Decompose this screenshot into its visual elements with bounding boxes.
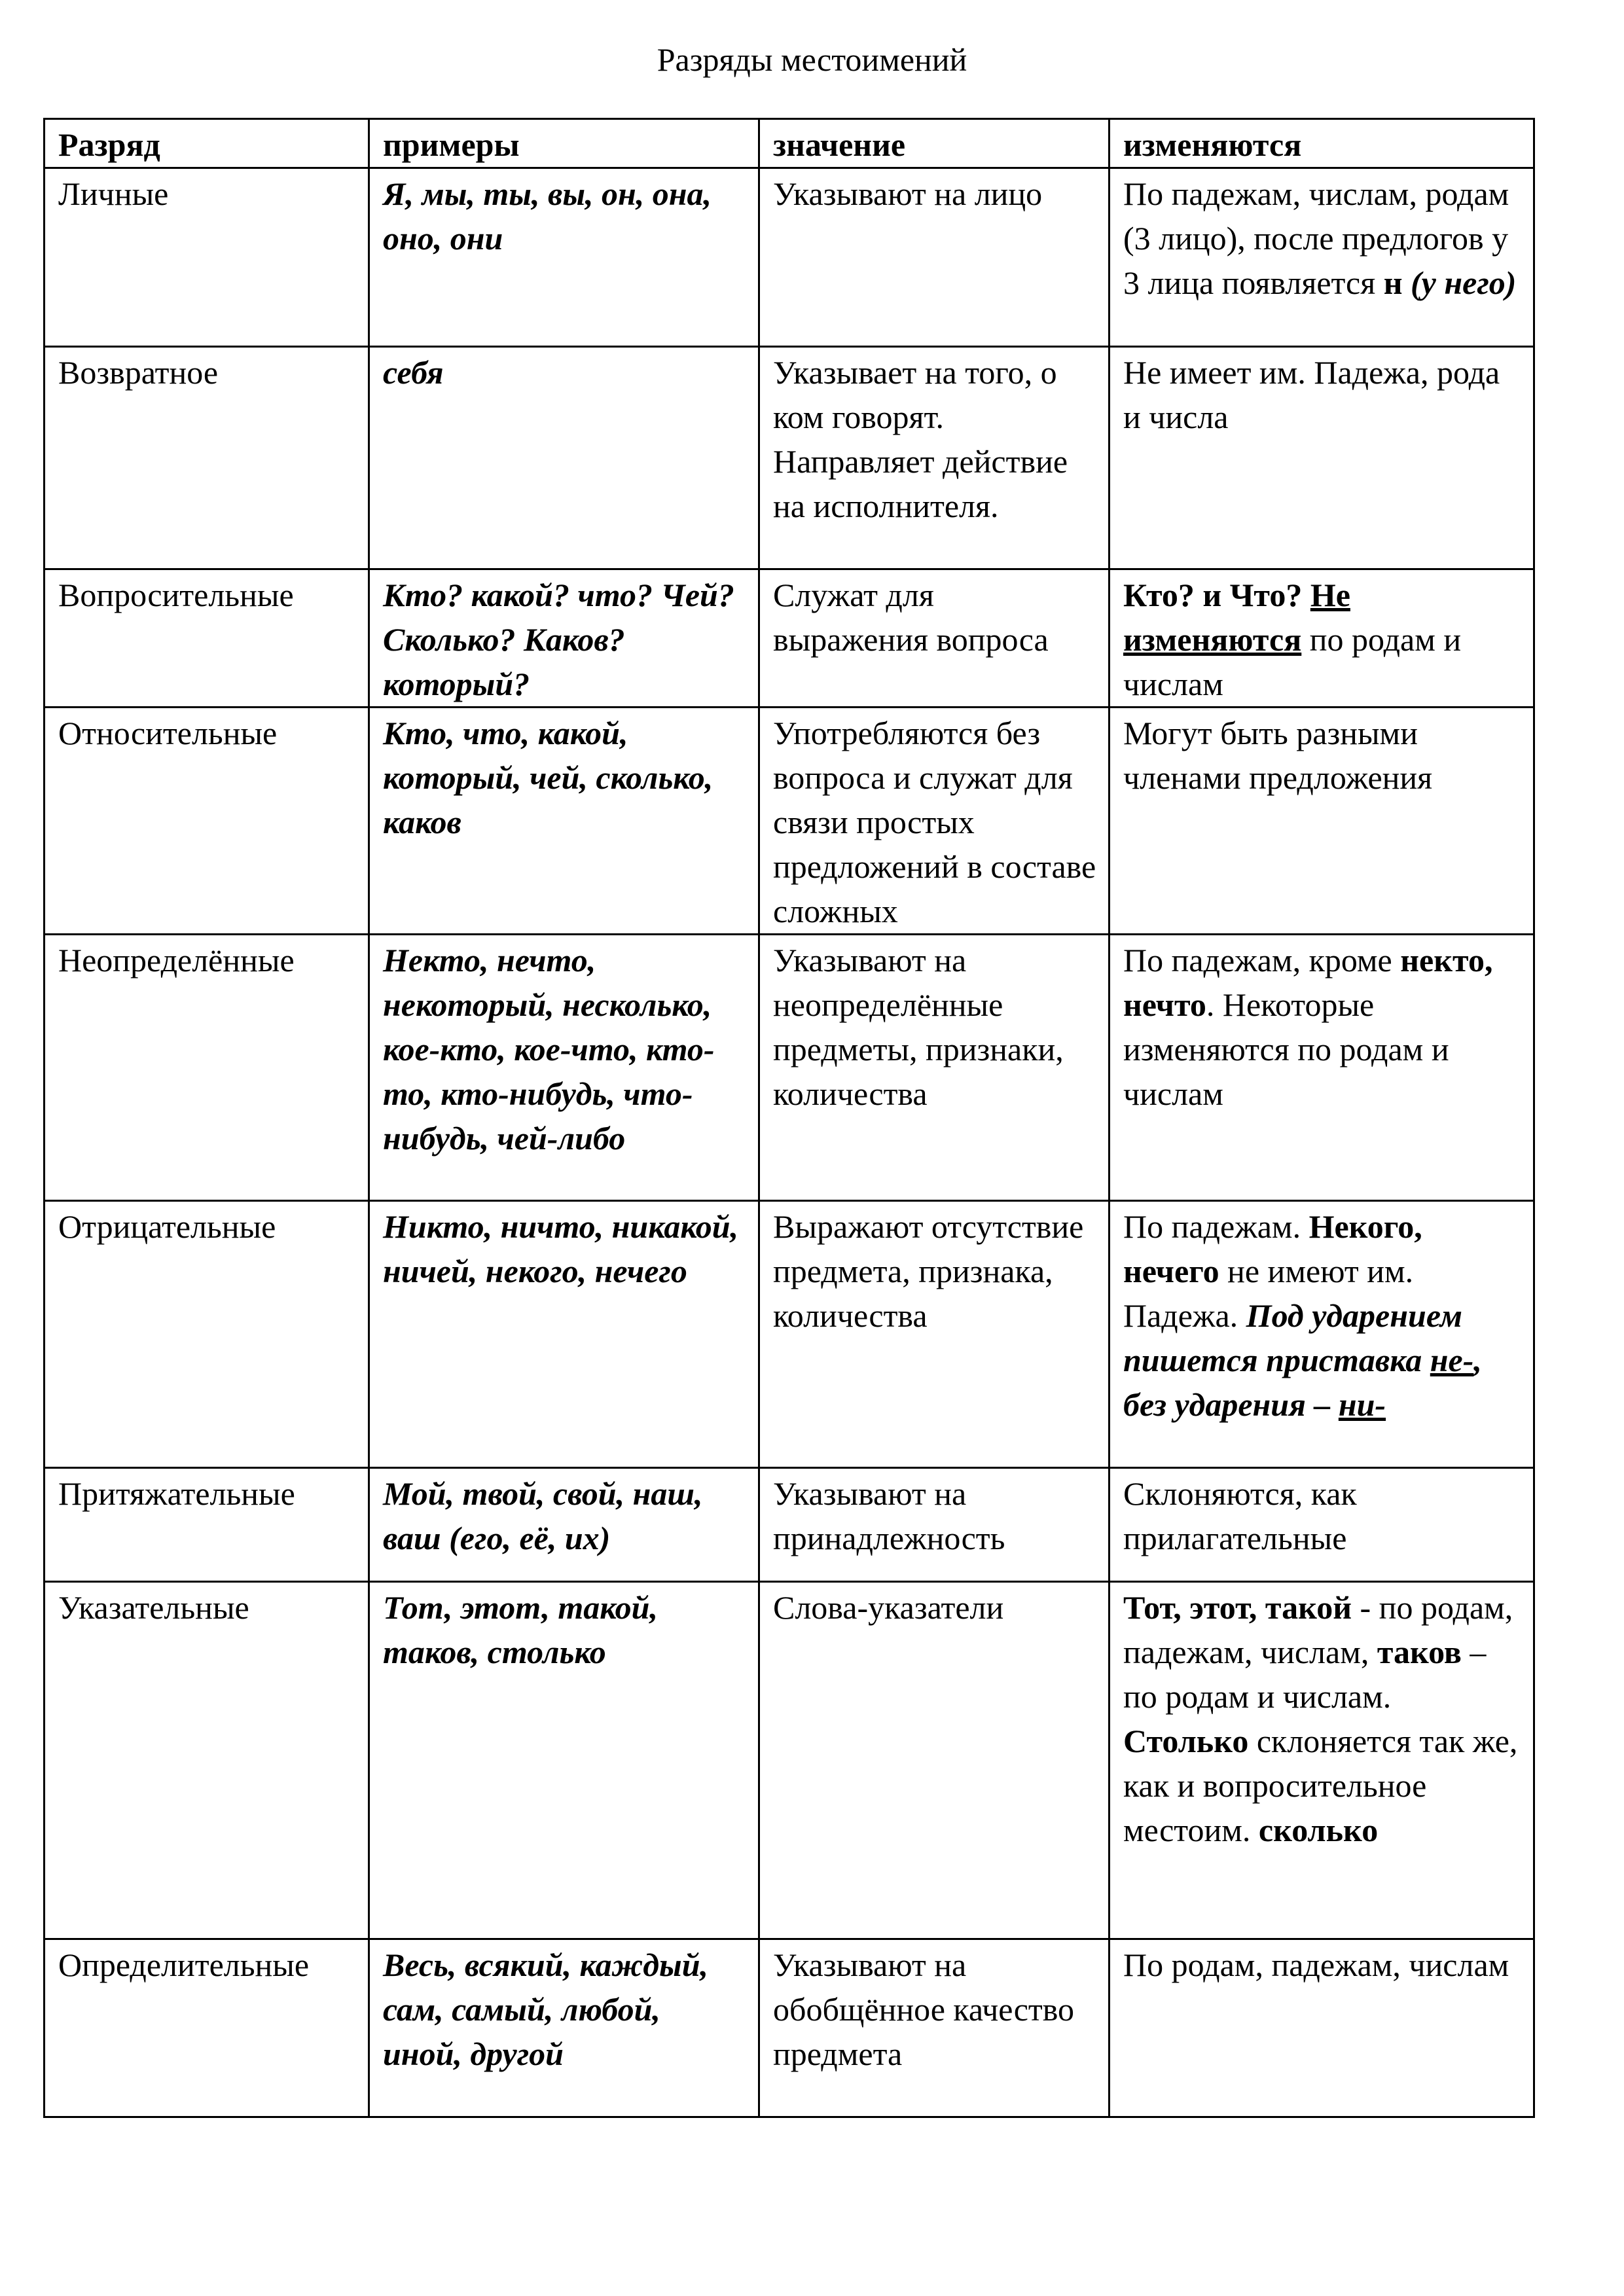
changes-cell <box>1110 1468 1534 1582</box>
changes-cell <box>1110 935 1534 1201</box>
category-cell: Притяжательные <box>45 1468 369 1582</box>
changes-text: По падежам, кроме <box>1123 942 1401 978</box>
changes-text: Могут быть разными членами предложения <box>1123 715 1433 796</box>
examples-cell: Кто? какой? что? Чей? Сколько? Каков? который? <box>369 569 759 708</box>
examples-cell: Некто, нечто, некоторый, несколько, кое-кто, кое-что, кто-то, кто-нибудь, что-нибудь, чей-либо <box>369 935 759 1201</box>
table-row <box>45 347 1534 569</box>
examples-cell: Тот, этот, такой, таков, столько <box>369 1582 759 1939</box>
table-header-row <box>45 119 1534 168</box>
changes-text: По падежам. <box>1123 1208 1309 1245</box>
changes-cell <box>1110 347 1534 569</box>
category-cell: Относительные <box>45 708 369 935</box>
examples-cell: Мой, твой, свой, наш, ваш (его, её, их) <box>369 1468 759 1582</box>
meaning-cell: Указывают на принадлежность <box>759 1468 1110 1582</box>
changes-cell <box>1110 1939 1534 2117</box>
table-row <box>45 569 1534 708</box>
changes-text: по родам и числам <box>1123 621 1462 702</box>
meaning-cell: Служат для выражения вопроса <box>759 569 1110 708</box>
pronoun-table <box>43 118 1535 2118</box>
table-row <box>45 1201 1534 1468</box>
examples-cell: Кто, что, какой, который, чей, сколько, каков <box>369 708 759 935</box>
page-title: Разряды местоимений <box>657 41 967 78</box>
table-row <box>45 1939 1534 2117</box>
changes-bold-text: Тот, этот, такой <box>1123 1589 1352 1626</box>
meaning-cell: Указывают на неопределённые предметы, признаки, количества <box>759 935 1110 1201</box>
changes-text: не имеют им. Падежа. <box>1123 1253 1414 1334</box>
changes-cell <box>1110 168 1534 347</box>
changes-text: – по родам и числам. <box>1123 1634 1487 1715</box>
examples-cell: себя <box>369 347 759 569</box>
prefix-ni: ни- <box>1338 1386 1386 1423</box>
changes-bold-text: таков <box>1377 1634 1462 1670</box>
changes-text: . Некоторые изменяются по родам и числам <box>1123 986 1449 1112</box>
changes-text: По падежам, числам, родам (3 лицо), после предлогов у 3 лица появляется <box>1123 175 1509 301</box>
table-row <box>45 708 1534 935</box>
changes-bold-italic-text: Под ударением пишется приставка <box>1123 1297 1463 1378</box>
changes-bold-text: некто, нечто <box>1123 942 1493 1023</box>
header-changes: изменяются <box>1110 119 1534 168</box>
changes-text: Склоняются, как прилагательные <box>1123 1475 1357 1556</box>
table-row <box>45 168 1534 347</box>
meaning-cell: Указывают на лицо <box>759 168 1110 347</box>
changes-bold-italic-text: (у него) <box>1402 264 1517 301</box>
examples-cell: Никто, ничто, никакой, ничей, некого, нечего <box>369 1201 759 1468</box>
changes-text: По родам, падежам, числам <box>1123 1946 1509 1983</box>
changes-bold-text: Столько <box>1123 1723 1249 1759</box>
examples-cell: Весь, всякий, каждый, сам, самый, любой, иной, другой <box>369 1939 759 2117</box>
examples-cell: Я, мы, ты, вы, он, она, оно, они <box>369 168 759 347</box>
changes-text: склоняется так же, как и вопросительное местоим. <box>1123 1723 1518 1848</box>
prefix-ne: не- <box>1430 1342 1474 1378</box>
header-category: Разряд <box>45 119 369 168</box>
category-cell: Указательные <box>45 1582 369 1939</box>
meaning-cell: Указывают на обобщённое качество предмета <box>759 1939 1110 2117</box>
category-cell: Вопросительные <box>45 569 369 708</box>
category-cell: Определительные <box>45 1939 369 2117</box>
category-cell: Личные <box>45 168 369 347</box>
changes-bold-text: сколько <box>1258 1812 1379 1848</box>
category-cell: Отрицательные <box>45 1201 369 1468</box>
changes-bold-text: н <box>1383 264 1403 301</box>
category-cell: Неопределённые <box>45 935 369 1201</box>
changes-text: Не имеет им. Падежа, рода и числа <box>1123 354 1500 435</box>
changes-cell <box>1110 708 1534 935</box>
changes-bold-underlined-text: Не изменяются <box>1123 577 1350 658</box>
meaning-cell: Указывает на того, о ком говорят. Направляет действие на исполнителя. <box>759 347 1110 569</box>
table-row <box>45 1582 1534 1939</box>
header-examples: примеры <box>369 119 759 168</box>
changes-bold-italic-text: , без ударения – <box>1123 1342 1482 1423</box>
category-cell: Возвратное <box>45 347 369 569</box>
changes-bold-text: Некого, нечего <box>1123 1208 1422 1289</box>
changes-cell <box>1110 1582 1534 1939</box>
changes-text: - по родам, падежам, числам, <box>1123 1589 1513 1670</box>
meaning-cell: Слова-указатели <box>759 1582 1110 1939</box>
meaning-cell: Выражают отсутствие предмета, признака, количества <box>759 1201 1110 1468</box>
changes-bold-text: Кто? и Что? <box>1123 577 1310 613</box>
table-row <box>45 935 1534 1201</box>
changes-cell <box>1110 1201 1534 1468</box>
changes-cell <box>1110 569 1534 708</box>
header-meaning: значение <box>759 119 1110 168</box>
table-row <box>45 1468 1534 1582</box>
meaning-cell: Употребляются без вопроса и служат для связи простых предложений в составе сложных <box>759 708 1110 935</box>
